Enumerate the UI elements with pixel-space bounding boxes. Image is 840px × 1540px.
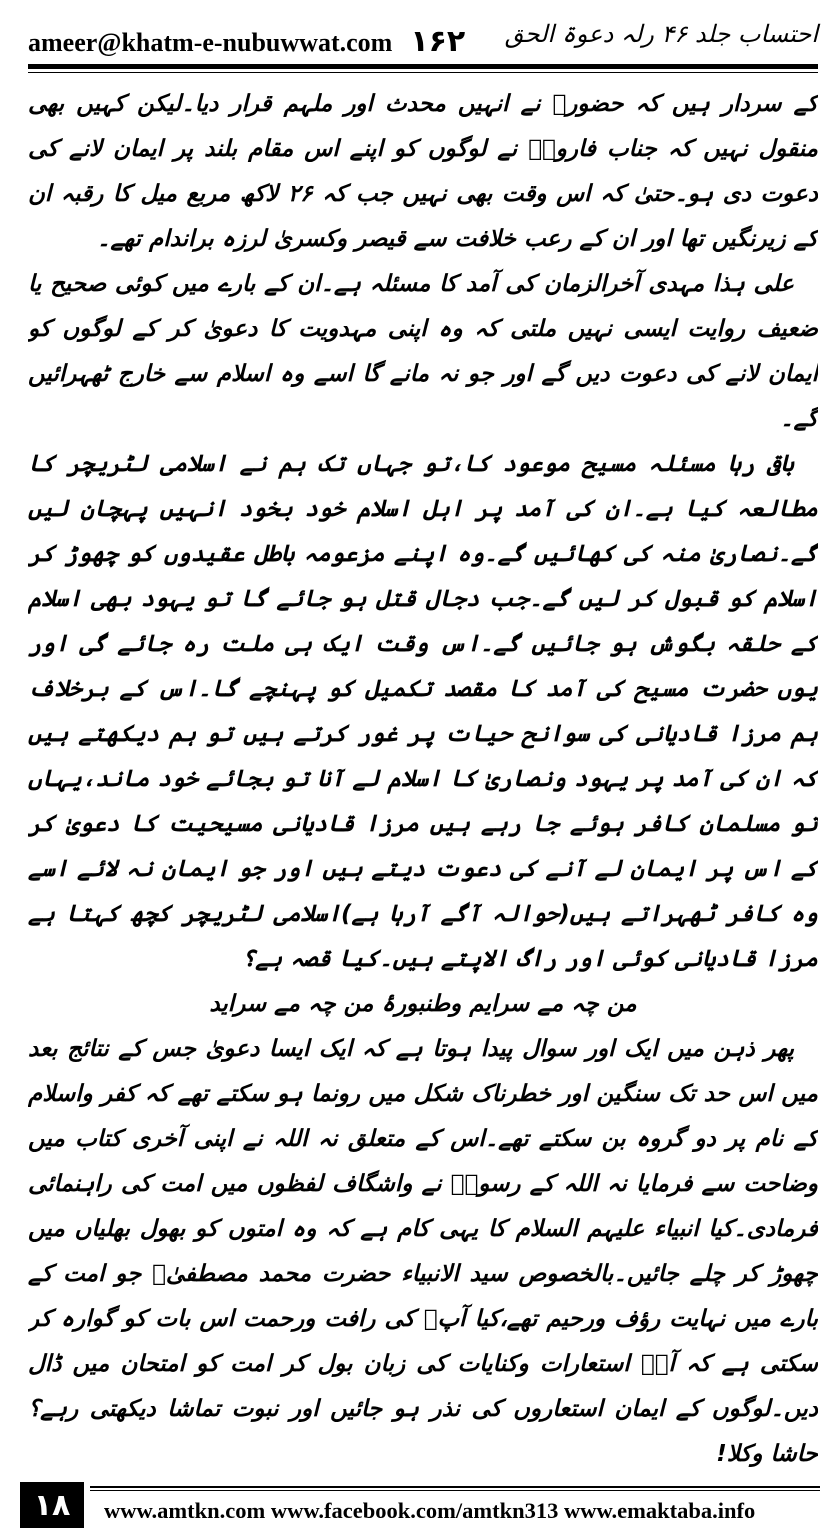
page-body bbox=[28, 82, 818, 1477]
header-page-number: ۱۶۲ bbox=[410, 24, 466, 59]
footer-website-links[interactable]: www.amtkn.com www.facebook.com/amtkn313 www.emaktaba.info bbox=[104, 1498, 756, 1523]
header-rule-thin bbox=[28, 72, 818, 73]
header-left bbox=[28, 24, 465, 59]
header-rule-thick bbox=[28, 64, 818, 69]
header-book-title: احتساب جلد ۴۶ رلہ دعوۃ الحق bbox=[504, 20, 818, 48]
body-paragraph-4: پھر ذہن میں ایک اور سوال پیدا ہوتا ہے کہ ایک ایسا دعویٰ جس کے نتائج بعد میں اس حد تک سنگین اور خطرناک شکل میں رونما ہو سکتے تھے کہ کفر واسلام کے نام پر دو گروہ بن سکتے تھے۔اس کے متعلق نہ اللہ نے اپنی آخری کتاب میں وضاحت سے فرمایا نہ اللہ کے رسولؐ نے واشگاف لفظوں میں امت کی راہنمائی فرمادی۔کیا انبیاء علیہم السلام کا یہی کام ہے کہ وہ امتوں کو بھول بھلیاں میں چھوڑ کر چلے جائیں۔بالخصوص سید الانبیاء حضرت محمد مصطفیٰﷺ جو امت کے بارے میں نہایت رؤف ورحیم تھے،کیا آپﷺ کی رافت ورحمت اس بات کو گوارہ کر سکتی ہے کہ آپؐ استعارات وکنایات کی زبان بول کر امت کو امتحان میں ڈال دیں۔لوگوں کے ایمان استعاروں کی نذر ہو جائیں اور نبوت تماشا دیکھتی رہے؟حاشا وکلا! bbox=[28, 1036, 818, 1467]
footer-page-number: ۱۸ bbox=[20, 1482, 84, 1528]
page-footer bbox=[20, 1482, 820, 1532]
persian-verse: من چہ مے سرایم وطنبورۂ من چہ مے سراید bbox=[209, 991, 637, 1017]
page-header bbox=[28, 14, 818, 62]
body-paragraph-2: علی ہذا مہدی آخرالزمان کی آمد کا مسئلہ ہے۔ان کے بارے میں کوئی صحیح یا ضعیف روایت ایسی نہیں ملتی کہ وہ اپنی مہدویت کا دعویٰ کر کے لوگوں کو ایمان لانے کی دعوت دیں گے اور جو نہ مانے گا اسے وہ اسلام سے خارج ٹھہرائیں گے۔ bbox=[28, 271, 818, 432]
body-paragraph-3: باقی رہا مسئلہ مسیح موعود کا،تو جہاں تک ہم نے اسلامی لٹریچر کا مطالعہ کیا ہے۔ان کی آمد پر اہل اسلام خود بخود انہیں پہچان لیں گے۔نصاریٰ منہ کی کھائیں گے۔وہ اپنے مزعومہ باطل عقیدوں کو چھوڑ کر اسلام کو قبول کر لیں گے۔جب دجال قتل ہو جائے گا تو یہود بھی اسلام کے حلقہ بگوش ہو جائیں گے۔اس وقت ایک ہی ملت رہ جائے گی اور یوں حضرت مسیح کی آمد کا مقصد تکمیل کو پہنچے گا۔اس کے برخلاف ہم مرزا قادیانی کی سوانح حیات پر غور کرتے ہیں تو ہم دیکھتے ہیں کہ ان کی آمد پر یہود ونصاریٰ کا اسلام لے آنا تو بجائے خود ماند،یہاں تو مسلمان کافر ہوئے جا رہے ہیں مرزا قادیانی مسیحیت کا دعویٰ کر کے اس پر ایمان لے آنے کی دعوت دیتے ہیں اور جو ایمان نہ لائے اسے وہ کافر ٹھہراتے ہیں(حوالہ آگے آرہا ہے)اسلامی لٹریچر کچھ کہتا ہے مرزا قادیانی کوئی اور راگ الاپتے ہیں۔کیا قصہ ہے؟ bbox=[28, 451, 818, 972]
body-paragraph-1: کے سردار ہیں کہ حضورﷺ نے انہیں محدث اور ملہم قرار دیا۔لیکن کہیں بھی منقول نہیں کہ جناب فاروقؓ نے لوگوں کو اپنے اس مقام بلند پر ایمان لانے کی دعوت دی ہو۔حتیٰ کہ اس وقت بھی نہیں جب کہ ۲۶ لاکھ مربع میل کا رقبہ ان کے زیرنگیں تھا اور ان کے رعب خلافت سے قیصر وکسریٰ لرزہ براندام تھے۔ bbox=[28, 91, 818, 252]
header-email[interactable]: ameer@khatm-e-nubuwwat.com bbox=[28, 28, 393, 57]
footer-rule-thick bbox=[90, 1486, 820, 1488]
footer-rule-thin bbox=[90, 1490, 820, 1491]
